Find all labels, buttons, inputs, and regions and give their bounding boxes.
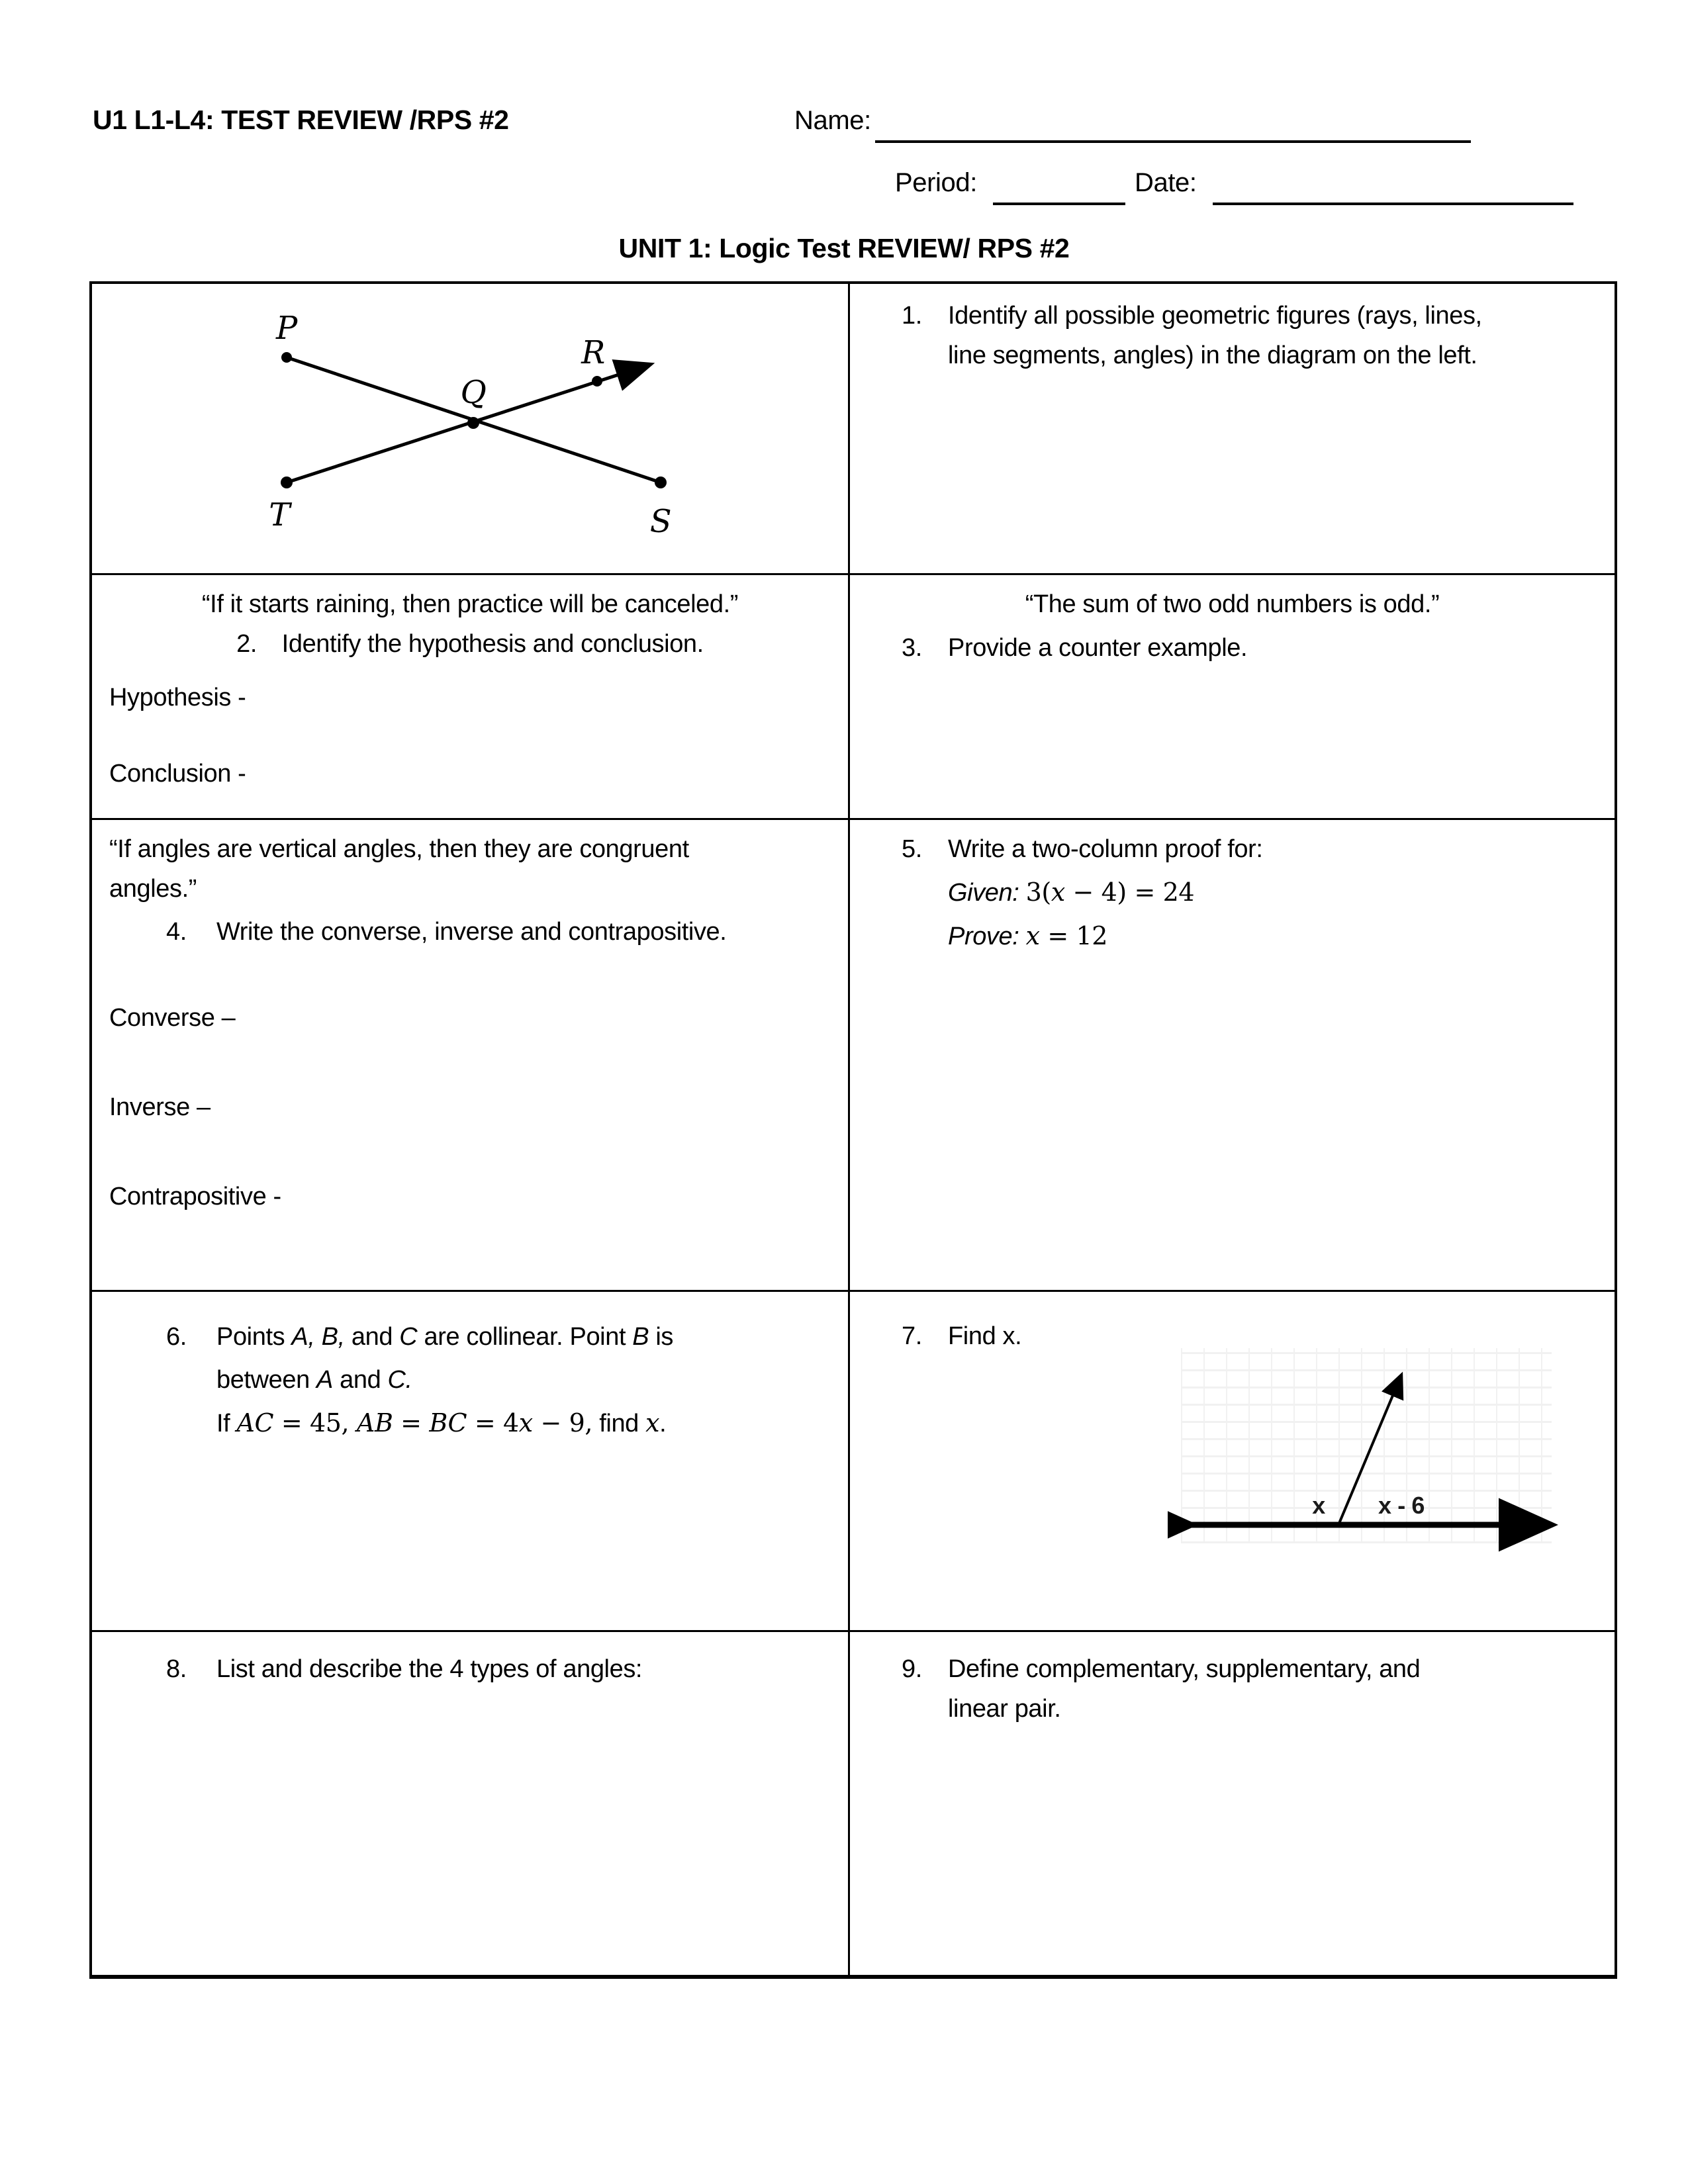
q1-line2: line segments, angles) in the diagram on the left. (948, 341, 1477, 369)
q2-number: 2. (236, 630, 258, 658)
q6-l3o1: = 45, (273, 1408, 357, 1437)
q1-text (948, 296, 1482, 375)
label-t: T (269, 496, 290, 533)
name-blank-line (875, 140, 1471, 143)
q6-l2i1: A (316, 1366, 333, 1394)
q1-line1: Identify all possible geometric figures (rays, lines, (948, 302, 1482, 330)
q6-l3p2: find (592, 1410, 646, 1437)
question-4 (92, 912, 848, 952)
q4-quote (92, 820, 848, 909)
q6-l1i1: A, B, (291, 1323, 345, 1351)
period-label: Period: (895, 168, 977, 197)
q6-l3v3: BC (429, 1408, 467, 1437)
question-5 (850, 820, 1615, 869)
cell-q2 (92, 575, 850, 820)
q6-number: 6. (166, 1323, 187, 1351)
q5-prove-m2: = 12 (1039, 921, 1107, 950)
question-6 (92, 1292, 848, 1445)
q9-line2: linear pair. (948, 1695, 1061, 1723)
q7-text: Find x. (948, 1322, 1022, 1350)
q4-converse-label: Converse – (109, 1004, 236, 1032)
cell-q1 (850, 284, 1615, 575)
q5-given-m3: − 4) = 24 (1064, 878, 1195, 907)
cell-q3 (850, 575, 1615, 820)
period-blank-line (993, 203, 1125, 205)
cell-q4 (92, 820, 850, 1292)
document-title: UNIT 1: Logic Test REVIEW/ RPS #2 (618, 233, 1070, 263)
q5-text: Write a two-column proof for: (948, 835, 1263, 863)
label-p: P (276, 310, 297, 347)
label-r: R (581, 334, 605, 371)
angle-label-right: x - 6 (1378, 1492, 1425, 1519)
q8-text: List and describe the 4 types of angles: (216, 1655, 643, 1683)
q2-quote: “If it starts raining, then practice will be canceled.” (201, 590, 739, 618)
cell-diagram-pqrst (92, 284, 850, 575)
questions-table (89, 281, 1617, 1979)
q6-l3o3: = 4 (467, 1408, 519, 1437)
q6-l3v5: x (645, 1408, 660, 1437)
point-q (467, 417, 479, 429)
q6-l1p1: Points (216, 1323, 292, 1351)
q4-number: 4. (166, 918, 187, 946)
q4-quote-line2: angles.” (109, 875, 197, 903)
q6-l3v1: AC (236, 1408, 274, 1437)
q6-l3o2: = (393, 1408, 430, 1437)
q2-hypothesis-label: Hypothesis - (109, 684, 246, 711)
q6-l3v2: AB (356, 1408, 393, 1437)
q4-contrapositive-label: Contrapositive - (109, 1183, 281, 1210)
q4-inverse-label: Inverse – (109, 1093, 211, 1121)
question-3 (850, 628, 1615, 668)
q6-l1i3: B (632, 1323, 649, 1351)
point-p (281, 352, 292, 363)
q6-l3o4: − 9, (532, 1408, 593, 1437)
q6-l2p1: between (216, 1366, 317, 1394)
date-blank-line (1213, 203, 1573, 205)
question-8 (92, 1632, 848, 1689)
q5-given-label: Given: (948, 879, 1019, 907)
angle-label-left: x (1312, 1492, 1325, 1519)
q5-number: 5. (902, 835, 922, 863)
q1-number: 1. (902, 302, 922, 330)
q6-l1p3: are collinear. Point (417, 1323, 633, 1351)
q8-number: 8. (166, 1655, 187, 1683)
question-1 (850, 284, 1615, 375)
label-s: S (649, 503, 672, 540)
q4-quote-line1: “If angles are vertical angles, then they are congruent (109, 835, 689, 863)
point-s (655, 477, 667, 488)
question-2 (92, 624, 848, 664)
q6-text (216, 1316, 673, 1445)
q5-prove-line (850, 916, 1615, 956)
cell-q8 (92, 1632, 850, 1975)
q6-l3p1: If (216, 1410, 237, 1437)
q5-given-line (850, 872, 1615, 913)
point-t (281, 477, 293, 488)
pqrst-diagram (251, 300, 688, 549)
q6-l2i2: C. (387, 1366, 412, 1394)
q6-l3p3: . (659, 1410, 667, 1437)
date-label: Date: (1135, 168, 1197, 197)
q6-l1p2: and (344, 1323, 400, 1351)
q2-conclusion-label: Conclusion - (109, 760, 246, 788)
q5-prove-label: Prove: (948, 923, 1019, 950)
q5-given-m1: 3( (1025, 878, 1051, 907)
label-q: Q (460, 374, 487, 411)
angle-diagram (1168, 1345, 1571, 1570)
q6-l2p2: and (332, 1366, 388, 1394)
header-title: U1 L1-L4: TEST REVIEW /RPS #2 (93, 105, 509, 135)
q5-prove-m1: x (1025, 921, 1040, 950)
q5-given-m2: x (1051, 878, 1065, 907)
q9-line1: Define complementary, supplementary, and (948, 1655, 1421, 1683)
cell-q5 (850, 820, 1615, 1292)
q3-text: Provide a counter example. (948, 634, 1248, 662)
point-r (592, 376, 602, 387)
q9-text (948, 1649, 1420, 1729)
cell-q7 (850, 1292, 1615, 1632)
q3-number: 3. (902, 634, 922, 662)
cell-q9 (850, 1632, 1615, 1975)
q2-text: Identify the hypothesis and conclusion. (281, 630, 704, 658)
name-label: Name: (794, 106, 871, 135)
q9-number: 9. (902, 1655, 922, 1683)
q7-number: 7. (902, 1322, 922, 1350)
cell-q6 (92, 1292, 850, 1632)
q6-l3v4: x (518, 1408, 533, 1437)
q4-text: Write the converse, inverse and contrapositive. (216, 918, 727, 946)
question-9 (850, 1632, 1615, 1729)
q3-quote: “The sum of two odd numbers is odd.” (1025, 590, 1440, 618)
q6-l1p4: is (649, 1323, 674, 1351)
q6-l1i2: C (399, 1323, 418, 1351)
